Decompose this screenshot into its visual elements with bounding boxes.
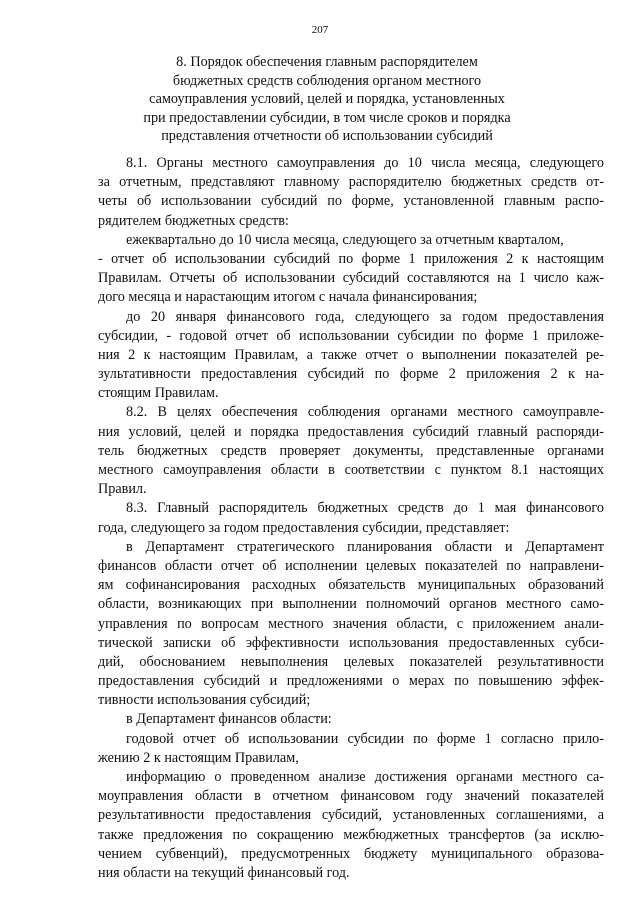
paragraph [98,154,604,231]
text-line: стоящим Правилам. [98,385,219,402]
text-line: за отчетным, представляют главному распорядителю бюджетных средств от- [98,174,604,191]
text-line: - отчет об использовании субсидий по форме 1 приложения 2 к настоящим [98,250,604,267]
text-line: предоставления субсидий и предложениями о мерах по повышению эффек- [98,673,604,690]
text-line: тивности использования субсидий; [98,692,311,709]
text-line: ежеквартально до 10 числа месяца, следующего за отчетным кварталом, [126,231,564,248]
text-line: 8.3. Главный распорядитель бюджетных средств до 1 мая финансового [126,500,604,517]
text-line: также предложения по сокращению межбюджетных трансфертов (за исклю- [98,826,604,843]
text-line: в Департамент финансов области: [126,711,332,728]
text-line: жению 2 к настоящим Правилам, [98,749,299,766]
paragraph [98,538,604,711]
paragraph [98,308,604,404]
text-line: 8.1. Органы местного самоуправления до 10 числа месяца, следующего [126,155,604,171]
paragraph [98,710,604,729]
text-line: в Департамент стратегического планирования области и Департамент [126,538,604,555]
text-line: Правил. [98,481,147,498]
paragraph [98,403,604,499]
text-line: ния области на текущий финансовый год. [98,864,350,881]
text-line: финансов области отчет об исполнении целевых показателей по направлени- [98,557,604,574]
paragraph [98,250,604,308]
text-line: годовой отчет об использовании субсидии по форме 1 согласно прило- [126,730,604,747]
text-line: субсидии, - годовой отчет об использовании субсидии по форме 1 приложе- [98,327,604,344]
paragraph [98,499,604,537]
document-body [98,154,604,883]
paragraph [98,730,604,768]
text-line: 8.2. В целях обеспечения соблюдения органами местного самоуправле- [126,404,604,421]
paragraph [98,768,604,883]
text-line: года, следующего за годом предоставления субсидии, представляет: [98,519,510,536]
text-line: ям софинансирования расходных обязательств муниципальных образований [98,577,604,594]
text-line: рядителем бюджетных средств: [98,212,289,229]
section-title-line: самоуправления условий, целей и порядка, установленных [149,91,505,108]
section-title-line: представления отчетности об использовании субсидий [161,128,493,145]
text-line: ния 2 к настоящим Правилам, а также отчет о выполнении показателей ре- [98,346,604,363]
text-line: зультативности предоставления субсидий по форме 2 приложения 2 к на- [98,366,604,383]
text-line: области, возникающих при выполнении полномочий органов местного само- [98,596,604,613]
text-line: четы об использовании субсидий по форме, установленной главным распо- [98,193,604,210]
text-line: дого месяца и нарастающим итогом с начала финансирования; [98,289,478,306]
text-line: местного самоуправления области в соответствии с пунктом 8.1 настоящих [98,462,604,478]
section-title-line: 8. Порядок обеспечения главным распорядителем [176,54,478,70]
text-line: до 20 января финансового года, следующего за годом предоставления [126,308,604,325]
section-title-line: при предоставлении субсидии, в том числе сроков и порядка [143,109,511,126]
page-number: 207 [311,24,329,36]
text-line: информацию о проведенном анализе достижения органами местного са- [126,769,604,785]
text-line: результативности предоставления субсидий, установленных соглашениями, а [98,807,604,824]
text-line: ния условий, целей и порядка предоставления субсидий главный распоряди- [98,423,604,440]
text-line: тической записки об эффективности использования предоставленных субси- [98,634,604,651]
text-line: тель бюджетных средств проверяет документы, представленные органами [98,442,604,459]
text-line: управления по вопросам местного значения области, с приложением анали- [98,615,604,632]
section-title [110,53,544,146]
text-line: Правилам. Отчеты об использовании субсидий составляются на 1 число каж- [98,270,604,287]
section-title-line: бюджетных средств соблюдения органом местного [172,72,482,89]
text-line: моуправления области в отчетном финансовом году значений показателей [98,788,604,805]
text-line: чением субвенций), предусмотренных бюджету муниципального образова- [98,845,604,862]
text-line: дий, обоснованием невыполнения целевых показателей результативности [98,653,604,670]
paragraph [98,231,604,250]
